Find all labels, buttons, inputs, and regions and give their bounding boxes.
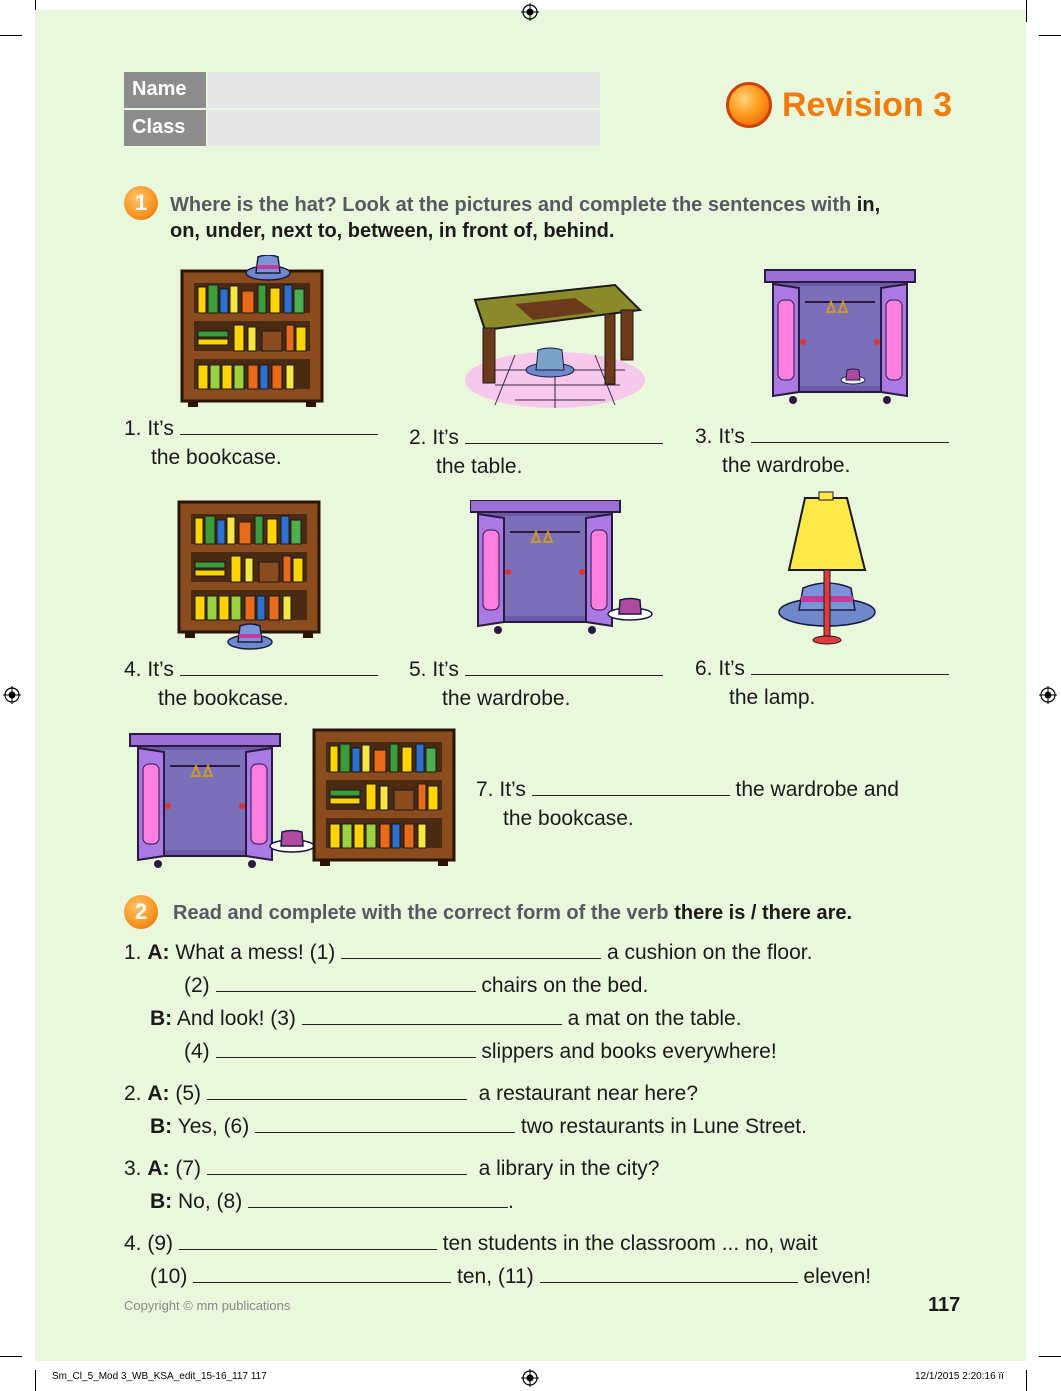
answer-blank[interactable] — [751, 656, 949, 675]
answer-blank[interactable] — [180, 416, 378, 435]
item-lead: It’s — [147, 658, 174, 681]
line-text: a restaurant near here? — [478, 1082, 699, 1105]
lamp-hat-under-picture — [775, 490, 880, 645]
ex1-item-1-tail: the bookcase. — [151, 446, 282, 469]
name-class-box — [124, 72, 600, 148]
line-text: (7) — [175, 1157, 202, 1180]
ex2-line-3 — [150, 1006, 742, 1031]
exercise-1-instruction — [170, 192, 950, 244]
exercise-2-number: 2 — [124, 895, 158, 929]
item-number: 3. — [124, 1157, 142, 1180]
exercise-2-instruction — [173, 900, 852, 926]
instruction-text: Read and complete with the correct form of the verb — [173, 902, 675, 924]
speaker-label: A: — [147, 1157, 170, 1180]
answer-blank[interactable] — [255, 1114, 515, 1133]
crop-mark — [1026, 1370, 1027, 1391]
registration-mark-icon — [521, 3, 539, 21]
line-text: (5) — [175, 1082, 202, 1105]
item-number: 2. — [124, 1082, 142, 1105]
line-text: What a mess! (1) — [175, 941, 336, 964]
instruction-bold: in, — [856, 194, 881, 216]
item-number: 4. — [124, 1232, 142, 1255]
line-text: (4) — [184, 1040, 210, 1063]
instruction-bold: there is / there are. — [674, 902, 853, 924]
speaker-label: A: — [147, 1082, 170, 1105]
item-number: 1. — [124, 417, 142, 440]
item-lead: It’s — [718, 425, 745, 448]
answer-blank[interactable] — [207, 1156, 467, 1175]
ex1-item-7 — [476, 777, 899, 802]
name-field[interactable] — [208, 72, 600, 108]
ex2-line-9 — [124, 1231, 817, 1256]
crop-mark — [0, 1356, 22, 1357]
exercise-1-number: 1 — [124, 186, 158, 220]
class-field[interactable] — [208, 110, 600, 146]
line-text: No, (8) — [178, 1190, 243, 1213]
item-number: 5. — [409, 658, 427, 681]
ex2-line-8 — [150, 1189, 514, 1214]
answer-blank[interactable] — [193, 1264, 451, 1283]
ex1-item-5 — [409, 657, 663, 682]
answer-blank[interactable] — [465, 425, 663, 444]
speaker-label: B: — [150, 1190, 173, 1213]
page-title: Revision 3 — [782, 85, 953, 124]
answer-blank[interactable] — [216, 973, 476, 992]
ex1-item-2 — [409, 425, 663, 450]
ex1-item-4 — [124, 657, 378, 682]
instruction-bold: on, under, next to, between, in front of, behind. — [170, 220, 615, 242]
answer-blank[interactable] — [216, 1039, 476, 1058]
line-text: slippers and books everywhere! — [481, 1040, 777, 1063]
item-number: 4. — [124, 658, 142, 681]
ex1-item-7-tail: the bookcase. — [503, 807, 634, 830]
wardrobe-hat-in-picture — [763, 268, 918, 408]
answer-blank[interactable] — [751, 424, 949, 443]
line-text: a cushion on the floor. — [606, 941, 813, 964]
crop-mark — [1026, 0, 1027, 22]
answer-blank[interactable] — [532, 777, 730, 796]
table-hat-under-picture — [455, 280, 655, 410]
ex2-line-1 — [124, 940, 812, 965]
line-text: eleven! — [803, 1265, 872, 1288]
ex2-line-2 — [184, 973, 648, 998]
registration-mark-icon — [3, 686, 21, 704]
line-text: (10) — [150, 1265, 188, 1288]
copyright — [124, 1298, 290, 1313]
item-number: 1. — [124, 941, 142, 964]
ex1-item-6 — [695, 656, 949, 681]
line-text: a mat on the table. — [567, 1007, 742, 1030]
wardrobe-bookcase-hat-between-picture — [128, 728, 458, 868]
answer-blank[interactable] — [540, 1264, 798, 1283]
ex2-line-7 — [124, 1156, 659, 1181]
line-text: ten students in the classroom ... no, wait — [442, 1232, 818, 1255]
item-lead: It’s — [147, 417, 174, 440]
name-label: Name — [124, 72, 206, 108]
answer-blank[interactable] — [207, 1081, 467, 1100]
crop-mark — [1039, 1356, 1061, 1357]
line-text: (2) — [184, 974, 210, 997]
ex2-line-6 — [150, 1114, 807, 1139]
line-text: Yes, (6) — [177, 1115, 250, 1138]
bookcase-hat-front-picture — [175, 492, 325, 652]
item-number: 2. — [409, 426, 427, 449]
page-number: 117 — [928, 1294, 961, 1316]
registration-mark-icon — [521, 1369, 539, 1387]
line-text: (9) — [147, 1232, 174, 1255]
ex2-line-5 — [124, 1081, 698, 1106]
ex1-item-3 — [695, 424, 949, 449]
line-text: . — [508, 1190, 514, 1213]
line-text: a library in the city? — [478, 1157, 660, 1180]
copyright-publisher: publications — [221, 1298, 291, 1313]
ex1-item-5-tail: the wardrobe. — [442, 687, 571, 710]
ex1-item-6-tail: the lamp. — [729, 686, 816, 709]
crop-mark — [1039, 35, 1061, 36]
ex2-line-4 — [184, 1039, 777, 1064]
crop-mark — [35, 1370, 36, 1391]
item-number: 3. — [695, 425, 713, 448]
item-number: 6. — [695, 657, 713, 680]
ex1-item-1 — [124, 416, 378, 441]
crop-mark — [0, 35, 22, 36]
speaker-label: A: — [147, 941, 170, 964]
item-mid: the wardrobe and — [735, 778, 899, 801]
item-lead: It’s — [432, 426, 459, 449]
answer-blank[interactable] — [302, 1006, 562, 1025]
print-slug-right: 12/1/2015 2:20:16 ïï — [915, 1371, 1004, 1382]
ex1-item-2-tail: the table. — [436, 455, 523, 478]
answer-blank[interactable] — [248, 1189, 508, 1208]
item-lead: It’s — [499, 778, 526, 801]
copyright-text: Copyright © mm — [124, 1298, 219, 1313]
wardrobe-hat-next-to-picture — [470, 500, 660, 635]
revision-heading — [726, 82, 952, 128]
answer-blank[interactable] — [179, 1231, 437, 1250]
bookcase-hat-on-picture — [180, 255, 325, 410]
line-text: ten, (11) — [457, 1265, 534, 1288]
orange-ball-icon — [726, 82, 772, 128]
answer-blank[interactable] — [341, 940, 601, 959]
item-lead: It’s — [718, 657, 745, 680]
registration-mark-icon — [1039, 686, 1057, 704]
line-text: two restaurants in Lune Street. — [520, 1115, 807, 1138]
class-label: Class — [124, 110, 206, 146]
ex1-item-3-tail: the wardrobe. — [722, 454, 851, 477]
speaker-label: B: — [150, 1115, 173, 1138]
answer-blank[interactable] — [465, 657, 663, 676]
answer-blank[interactable] — [180, 657, 378, 676]
speaker-label: B: — [150, 1007, 173, 1030]
line-text: chairs on the bed. — [481, 974, 649, 997]
print-slug-left: Sm_Cl_5_Mod 3_WB_KSA_edit_15-16_117 117 — [52, 1371, 267, 1382]
item-lead: It’s — [432, 658, 459, 681]
line-text: And look! (3) — [176, 1007, 296, 1030]
ex2-line-10 — [150, 1264, 871, 1289]
instruction-text: Where is the hat? Look at the pictures and complete the sentences with — [170, 194, 857, 216]
ex1-item-4-tail: the bookcase. — [158, 687, 289, 710]
item-number: 7. — [476, 778, 494, 801]
